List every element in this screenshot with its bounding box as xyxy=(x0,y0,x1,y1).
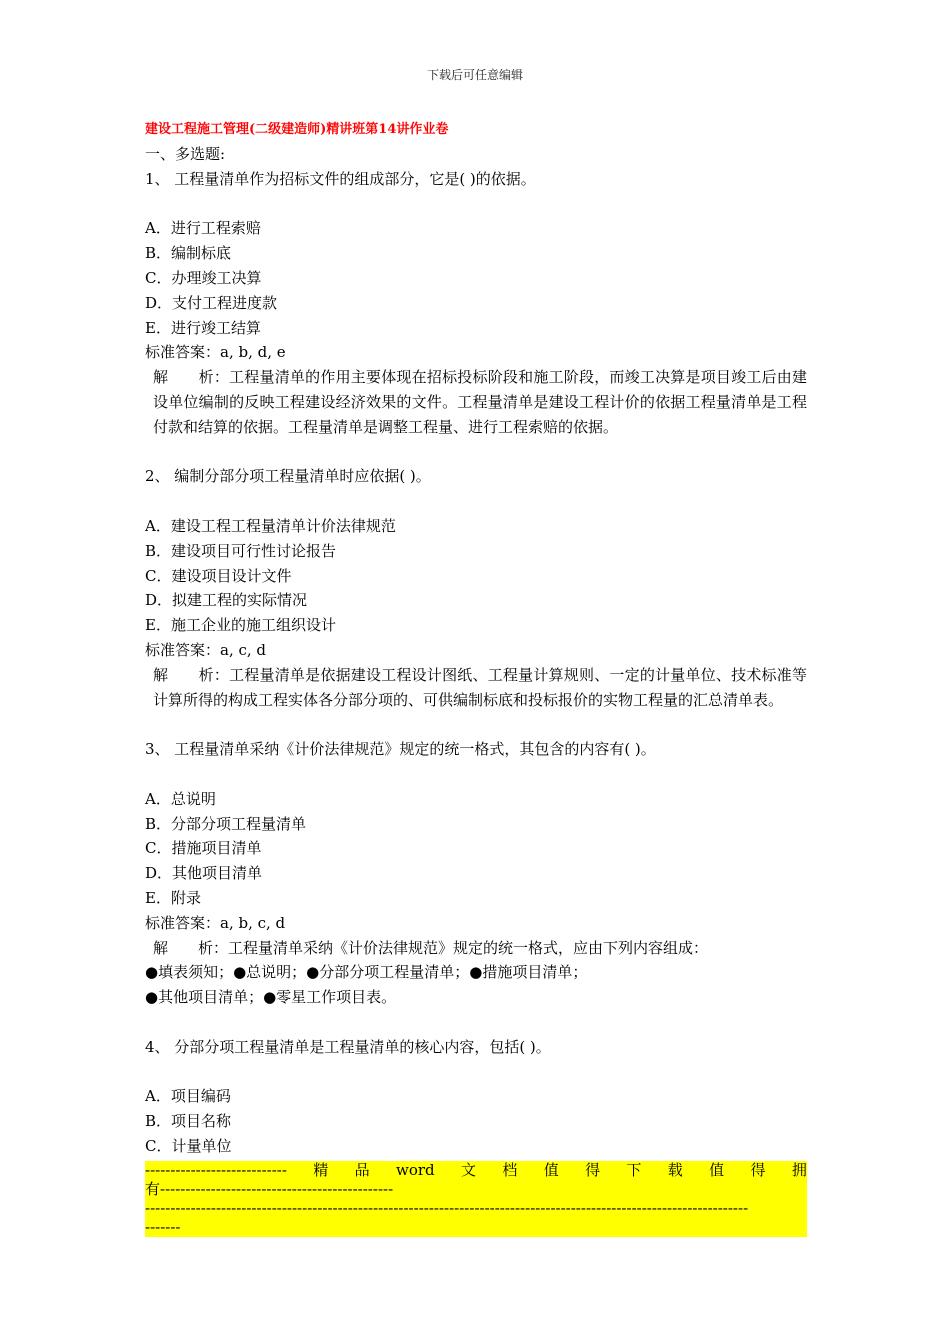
answer: 标准答案：a, b, c, d xyxy=(145,913,286,932)
option: E．进行竣工结算 xyxy=(145,318,261,337)
banner-word: 文 xyxy=(460,1160,476,1179)
banner-line: 有---------------------------------------------- xyxy=(145,1179,394,1198)
banner-word: 值 xyxy=(543,1160,559,1179)
section-heading: 一、多选题: xyxy=(145,145,226,163)
document-body xyxy=(145,118,807,1237)
option: C．计量单位 xyxy=(145,1136,232,1155)
banner-word: 品 xyxy=(354,1160,370,1179)
question-stem: 4、 分部分项工程量清单是工程量清单的核心内容，包括( )。 xyxy=(145,1037,551,1056)
option: A．项目编码 xyxy=(145,1087,231,1106)
bullet-list-line: ●其他项目清单；●零星工作项目表。 xyxy=(145,988,397,1007)
option: C．办理竣工决算 xyxy=(145,268,262,287)
highlight-banner xyxy=(145,1161,807,1237)
option: B．建设项目可行性讨论报告 xyxy=(145,541,337,560)
option: A．进行工程索赔 xyxy=(145,219,261,238)
question-stem: 3、 工程量清单采纳《计价法律规范》规定的统一格式，其包含的内容有( )。 xyxy=(145,740,656,759)
banner-word: word xyxy=(395,1160,435,1179)
banner-word: 拥 xyxy=(791,1160,807,1179)
option: C．建设项目设计文件 xyxy=(145,566,292,585)
banner-word: 档 xyxy=(502,1160,518,1179)
question-stem: 1、 工程量清单作为招标文件的组成部分，它是( )的依据。 xyxy=(145,169,536,188)
option: B．分部分项工程量清单 xyxy=(145,814,307,833)
question-stem: 2、 编制分部分项工程量清单时应依据( )。 xyxy=(145,467,431,486)
option: A．总说明 xyxy=(145,789,216,808)
analysis: 解 析：工程量清单采纳《计价法律规范》规定的统一格式，应由下列内容组成： xyxy=(153,938,709,957)
option: E．施工企业的施工组织设计 xyxy=(145,616,336,635)
option: B．项目名称 xyxy=(145,1112,232,1131)
banner-word: 下 xyxy=(626,1160,642,1179)
document-title: 建设工程施工管理(二级建造师)精讲班第14讲作业卷 xyxy=(145,122,449,137)
analysis: 解 析：工程量清单是依据建设工程设计图纸、工程量计算规则、一定的计量单位、技术标准等计算所得的构成工程实体各分部分项的、可供编制标底和投标报价的实物工程量的汇总清单表。 xyxy=(153,665,807,709)
option: D．支付工程进度款 xyxy=(145,293,278,312)
banner-word: 精 xyxy=(313,1160,329,1179)
bullet-list-line: ●填表须知；●总说明；●分部分项工程量清单；●措施项目清单； xyxy=(145,963,588,982)
banner-word: 载 xyxy=(667,1160,683,1179)
banner-line: ------- xyxy=(145,1217,181,1236)
banner-dashes: ---------------------------- xyxy=(145,1160,287,1179)
option: C．措施项目清单 xyxy=(145,839,262,858)
answer: 标准答案：a, b, d, e xyxy=(145,343,286,362)
page-header: 下载后可任意编辑 xyxy=(426,68,523,82)
banner-word: 得 xyxy=(750,1160,766,1179)
banner-line: ----------------------------------------------------------------------------------------------------------------------- xyxy=(145,1198,749,1217)
banner-word: 得 xyxy=(585,1160,601,1179)
option: A．建设工程工程量清单计价法律规范 xyxy=(145,516,396,535)
banner-word: 值 xyxy=(709,1160,725,1179)
option: D．其他项目清单 xyxy=(145,864,263,883)
option: B．编制标底 xyxy=(145,244,232,263)
option: D．拟建工程的实际情况 xyxy=(145,591,308,610)
analysis: 解 析：工程量清单的作用主要体现在招标投标阶段和施工阶段，而竣工决算是项目竣工后由建设单位编制的反映工程建设经济效果的文件。工程量清单是建设工程计价的依据工程量清单是工程付款和结算的依据。工程量清单是调整工程量、进行工程索赔的依据。 xyxy=(153,368,807,436)
banner-row xyxy=(145,1161,807,1180)
answer: 标准答案：a, c, d xyxy=(145,640,267,659)
option: E．附录 xyxy=(145,888,201,907)
